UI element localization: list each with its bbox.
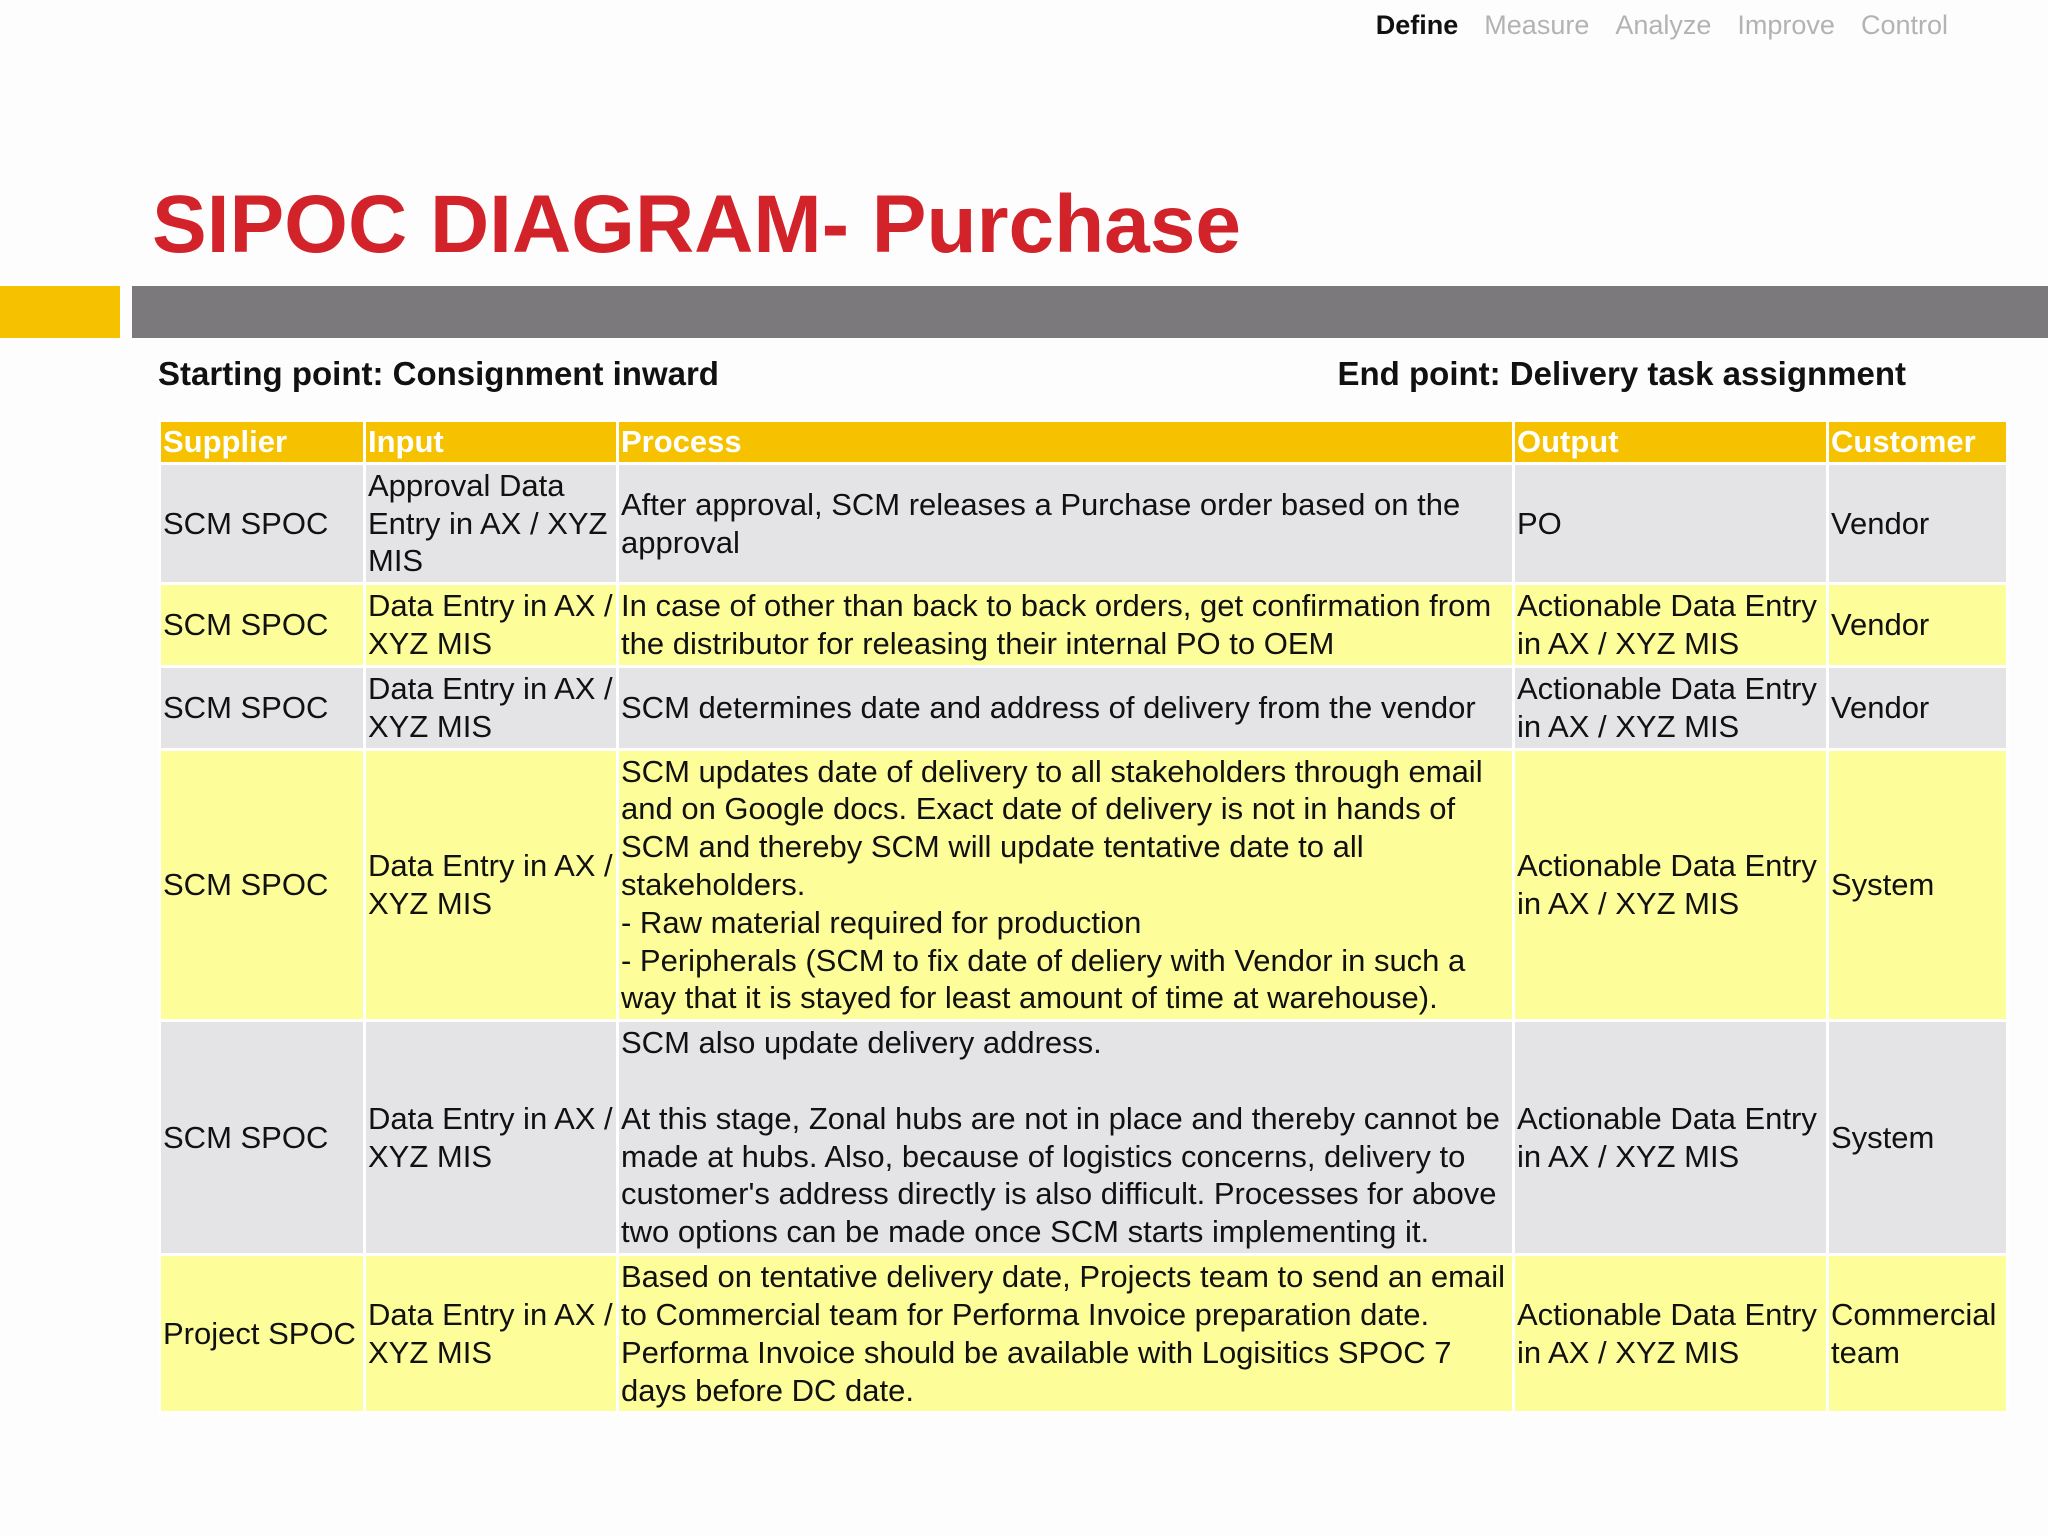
dmaic-phase-nav <box>1376 10 1948 41</box>
table-row <box>160 1255 2008 1413</box>
phase-define[interactable]: Define <box>1375 10 1459 40</box>
table-row <box>160 463 2008 583</box>
supplier-cell: SCM SPOC <box>160 666 365 749</box>
table-row <box>160 749 2008 1021</box>
output-cell: Actionable Data Entry in AX / XYZ MIS <box>1514 666 1828 749</box>
table-row <box>160 584 2008 667</box>
output-cell: Actionable Data Entry in AX / XYZ MIS <box>1514 1255 1828 1413</box>
input-cell: Data Entry in AX / XYZ MIS <box>365 584 618 667</box>
supplier-cell: Project SPOC <box>160 1255 365 1413</box>
process-cell: After approval, SCM releases a Purchase order based on the approval <box>618 463 1514 583</box>
process-cell: SCM determines date and address of delivery from the vendor <box>618 666 1514 749</box>
input-cell: Approval Data Entry in AX / XYZ MIS <box>365 463 618 583</box>
output-cell: Actionable Data Entry in AX / XYZ MIS <box>1514 749 1828 1021</box>
customer-cell: Vendor <box>1828 584 2008 667</box>
header-input: Input <box>365 421 618 464</box>
process-cell: In case of other than back to back orders, get confirmation from the distributor for releasing their internal PO to OEM <box>618 584 1514 667</box>
end-point: End point: Delivery task assignment <box>1337 355 1906 392</box>
header-process: Process <box>618 421 1514 464</box>
phase-analyze[interactable]: Analyze <box>1615 10 1712 40</box>
customer-cell: Commercial team <box>1828 1255 2008 1413</box>
output-cell: Actionable Data Entry in AX / XYZ MIS <box>1514 1021 1828 1255</box>
supplier-cell: SCM SPOC <box>160 1021 365 1255</box>
process-cell: SCM updates date of delivery to all stakeholders through email and on Google docs. Exact date of delivery is not in hands of SCM and thereby SCM will update tentative date to all stakeholders. - Raw material required for production - Peripherals (SCM to fix date of deliery with Vendor in such a way that it is stayed for least amount of time at warehouse). <box>618 749 1514 1021</box>
customer-cell: Vendor <box>1828 666 2008 749</box>
customer-cell: Vendor <box>1828 463 2008 583</box>
phase-measure[interactable]: Measure <box>1484 10 1590 40</box>
phase-control[interactable]: Control <box>1860 10 1948 40</box>
yellow-accent-bar <box>0 286 120 338</box>
header-supplier: Supplier <box>160 421 365 464</box>
customer-cell: System <box>1828 1021 2008 1255</box>
table-header-row <box>160 421 2008 464</box>
supplier-cell: SCM SPOC <box>160 584 365 667</box>
starting-point: Starting point: Consignment inward <box>158 355 719 392</box>
supplier-cell: SCM SPOC <box>160 463 365 583</box>
process-cell: Based on tentative delivery date, Projects team to send an email to Commercial team for Performa Invoice preparation date. Performa Invoice should be available with Logisitics SPOC 7 days before DC date. <box>618 1255 1514 1413</box>
customer-cell: System <box>1828 749 2008 1021</box>
table-row <box>160 1021 2008 1255</box>
process-cell: SCM also update delivery address. At this stage, Zonal hubs are not in place and thereby cannot be made at hubs. Also, because of logistics concerns, delivery to customer's address directly is also difficult. Processes for above two options can be made once SCM starts implementing it. <box>618 1021 1514 1255</box>
input-cell: Data Entry in AX / XYZ MIS <box>365 1021 618 1255</box>
output-cell: PO <box>1514 463 1828 583</box>
table-row <box>160 666 2008 749</box>
supplier-cell: SCM SPOC <box>160 749 365 1021</box>
slide-title: SIPOC DIAGRAM- Purchase <box>152 179 1241 270</box>
output-cell: Actionable Data Entry in AX / XYZ MIS <box>1514 584 1828 667</box>
grey-divider-bar <box>132 286 2048 338</box>
sipoc-table <box>158 419 2009 1414</box>
input-cell: Data Entry in AX / XYZ MIS <box>365 749 618 1021</box>
input-cell: Data Entry in AX / XYZ MIS <box>365 666 618 749</box>
header-customer: Customer <box>1828 421 2008 464</box>
header-output: Output <box>1514 421 1828 464</box>
phase-improve[interactable]: Improve <box>1737 10 1835 40</box>
input-cell: Data Entry in AX / XYZ MIS <box>365 1255 618 1413</box>
